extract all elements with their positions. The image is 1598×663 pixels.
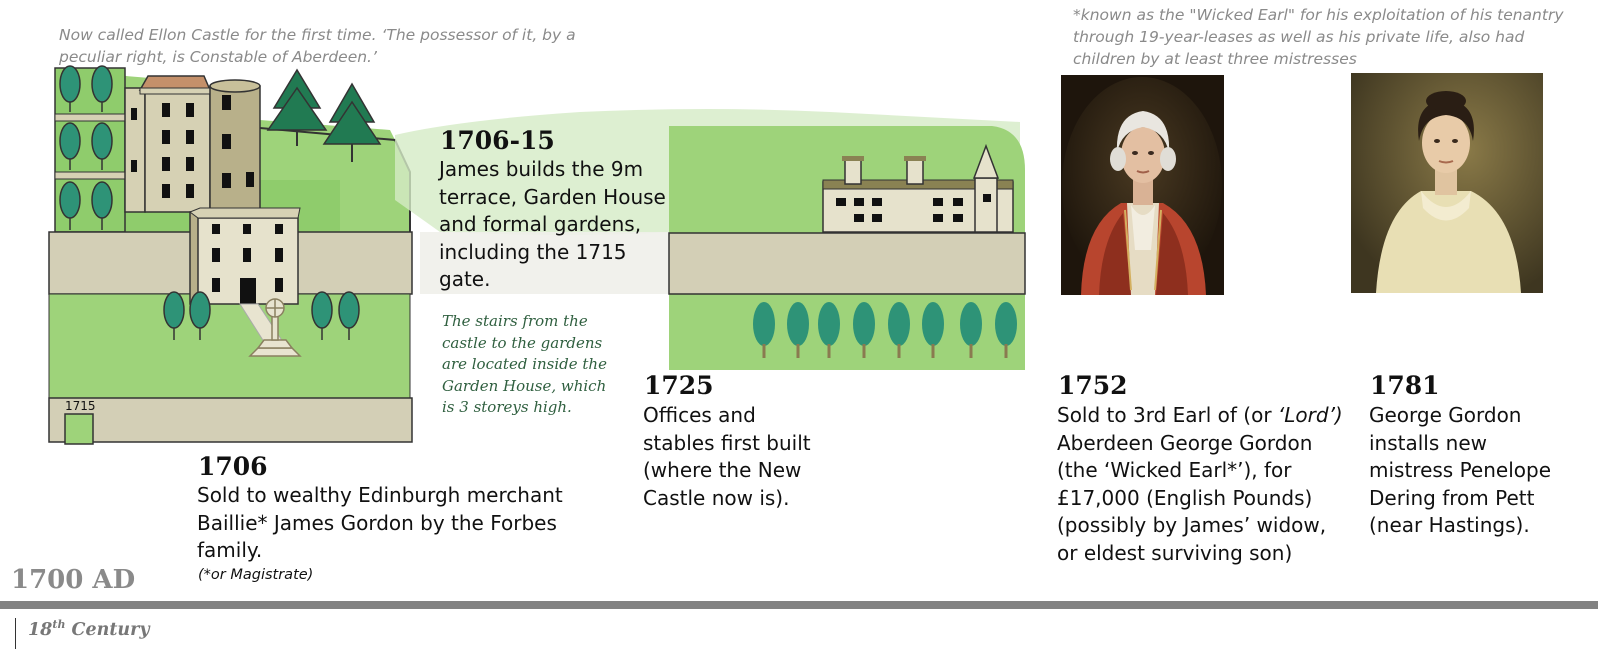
era-label: 1700 AD bbox=[11, 565, 136, 595]
text-line: family. bbox=[197, 538, 263, 562]
year-1752: 1752 bbox=[1058, 371, 1128, 400]
text-line: Aberdeen George Gordon bbox=[1057, 430, 1313, 455]
event-1752-text bbox=[1057, 402, 1357, 567]
stairs-note bbox=[442, 311, 642, 419]
timeline-bar bbox=[0, 601, 1598, 609]
text-line: or eldest surviving son) bbox=[1057, 540, 1293, 565]
text-line: Offices and bbox=[643, 403, 756, 427]
event-1781-text bbox=[1369, 402, 1589, 540]
century-label bbox=[28, 618, 150, 640]
text-line: installs new bbox=[1369, 430, 1487, 455]
text-line: James builds the 9m bbox=[439, 157, 644, 181]
text-segment: Sold to 3rd Earl of (or bbox=[1057, 403, 1278, 427]
wicked-earl-note bbox=[1073, 4, 1593, 70]
ellon-note-line-2: peculiar right, is Constable of Aberdeen.’ bbox=[59, 48, 377, 66]
ellon-note-line-1: Now called Ellon Castle for the first time. ‘The possessor of it, by a bbox=[59, 26, 576, 44]
note-line: The stairs from the bbox=[442, 312, 588, 330]
note-line: is 3 storeys high. bbox=[442, 398, 572, 416]
year-1706-15: 1706-15 bbox=[440, 126, 555, 155]
wicked-note-line-1: *known as the "Wicked Earl" for his exploitation of his tenantry bbox=[1073, 6, 1564, 24]
text-line: Baillie* James Gordon by the Forbes bbox=[197, 510, 557, 535]
wicked-note-line-3: children by at least three mistresses bbox=[1073, 50, 1357, 68]
text-line: Dering from Pett bbox=[1369, 485, 1535, 510]
portrait-penelope-dering bbox=[1351, 73, 1543, 293]
magistrate-footnote: (*or Magistrate) bbox=[198, 567, 314, 583]
text-line: £17,000 (English Pounds) bbox=[1057, 485, 1313, 510]
note-line: Garden House, which bbox=[442, 376, 607, 395]
century-word: Century bbox=[71, 619, 150, 640]
year-1706: 1706 bbox=[198, 452, 268, 481]
century-tick bbox=[15, 618, 16, 649]
text-line: and formal gardens, bbox=[439, 212, 642, 236]
event-1706-text bbox=[197, 482, 617, 565]
text-line: (the ‘Wicked Earl*’), for bbox=[1057, 458, 1292, 482]
century-suffix: th bbox=[52, 618, 66, 631]
text-line: Sold to wealthy Edinburgh merchant bbox=[197, 483, 563, 507]
text-line: stables first built bbox=[643, 430, 811, 455]
text-line: terrace, Garden House bbox=[439, 184, 666, 209]
text-line: (where the New bbox=[643, 458, 802, 482]
gate-1715-label: 1715 bbox=[65, 399, 96, 413]
text-line: Castle now is). bbox=[643, 485, 790, 510]
year-1781: 1781 bbox=[1370, 371, 1440, 400]
text-line: George Gordon bbox=[1369, 403, 1522, 427]
castle-gardens-illustration bbox=[0, 0, 420, 450]
event-1706-15-text bbox=[439, 156, 679, 294]
text-emphasis: ‘Lord’) bbox=[1277, 403, 1343, 427]
text-line: gate. bbox=[439, 267, 491, 291]
text-line: mistress Penelope bbox=[1369, 458, 1552, 482]
wicked-note-line-2: through 19-year-leases as well as his private life, also had bbox=[1073, 28, 1525, 46]
year-1725: 1725 bbox=[644, 371, 714, 400]
note-line: castle to the gardens bbox=[442, 333, 603, 352]
portrait-wicked-earl bbox=[1061, 75, 1224, 295]
text-line: (near Hastings). bbox=[1369, 513, 1530, 537]
text-line: including the 1715 bbox=[439, 239, 627, 264]
event-1725-text bbox=[643, 402, 863, 512]
text-line: (possibly by James’ widow, bbox=[1057, 513, 1327, 537]
note-line: are located inside the bbox=[442, 355, 607, 373]
century-number: 18 bbox=[28, 619, 53, 640]
text-line bbox=[1057, 402, 1357, 430]
